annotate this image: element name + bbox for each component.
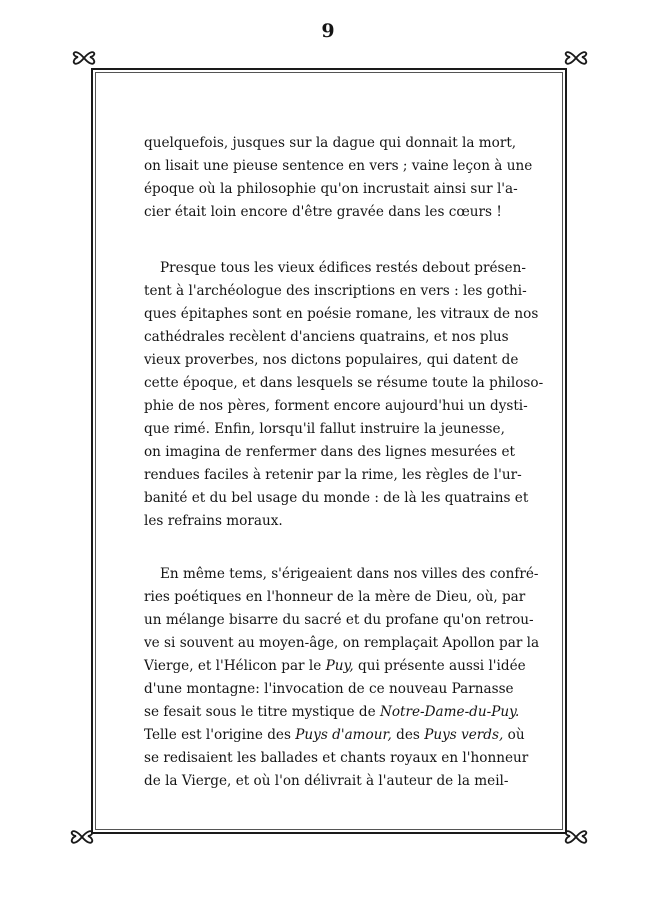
text-line: cathédrales recèlent d'anciens quatrains, et nos plus (144, 329, 509, 345)
text-line: on lisait une pieuse sentence en vers ; vaine leçon à une (144, 158, 533, 174)
text-line: tent à l'archéologue des inscriptions en vers : les gothi- (144, 283, 527, 299)
text-run: qui présente aussi l'idée (353, 658, 526, 674)
page-number: 9 (321, 20, 335, 42)
fleuron-icon (562, 823, 590, 851)
body-text (144, 132, 544, 793)
text-line: les refrains moraux. (144, 513, 283, 529)
text-line: banité et du bel usage du monde : de là les quatrains et (144, 490, 529, 506)
text-line: quelquefois, jusques sur la dague qui donnait la mort, (144, 135, 517, 151)
text-line: vieux proverbes, nos dictons populaires, qui datent de (144, 352, 519, 368)
fleuron-icon (70, 44, 98, 72)
text-line: on imagina de renfermer dans des lignes mesurées et (144, 444, 515, 460)
text-run: Telle est l'origine des (144, 727, 296, 743)
text-line: En même tems, s'érigeaient dans nos villes des confré- (160, 566, 539, 582)
paragraph (144, 563, 540, 793)
text-line (144, 701, 520, 724)
text-line: rendues faciles à retenir par la rime, les règles de l'ur- (144, 467, 522, 483)
italic-term: Notre-Dame-du-Puy. (379, 704, 520, 720)
text-line: Presque tous les vieux édifices restés debout présen- (160, 260, 526, 276)
paragraph-gap (144, 533, 494, 563)
text-run: se fesait sous le titre mystique de (144, 704, 380, 720)
text-line: époque où la philosophie qu'on incrustait ainsi sur l'a- (144, 181, 518, 197)
text-line: ques épitaphes sont en poésie romane, les vitraux de nos (144, 306, 539, 322)
paragraph-gap (144, 224, 494, 257)
text-line: phie de nos pères, forment encore aujourd'hui un dysti- (144, 398, 528, 414)
text-line: un mélange bisarre du sacré et du profane qu'on retrou- (144, 612, 534, 628)
italic-term: Puys verds, (424, 727, 504, 743)
text-line: d'une montagne: l'invocation de ce nouveau Parnasse (144, 681, 514, 697)
italic-term: Puys d'amour, (295, 727, 392, 743)
text-line: se redisaient les ballades et chants royaux en l'honneur (144, 750, 529, 766)
paragraph (144, 132, 533, 224)
text-line: cette époque, et dans lesquels se résume toute la philoso- (144, 375, 544, 391)
italic-term: Puy, (325, 658, 354, 674)
text-line (144, 655, 526, 678)
text-line: que rimé. Enfin, lorsqu'il fallut instruire la jeunesse, (144, 421, 505, 437)
text-line: de la Vierge, et où l'on délivrait à l'auteur de la meil- (144, 773, 509, 789)
fleuron-icon (562, 44, 590, 72)
text-line: cier était loin encore d'être gravée dans les cœurs ! (144, 204, 502, 220)
text-line (144, 724, 525, 747)
fleuron-icon (68, 823, 96, 851)
text-run: où (503, 727, 525, 743)
paragraph (144, 257, 544, 533)
text-run: des (391, 727, 425, 743)
text-line: ries poétiques en l'honneur de la mère de Dieu, où, par (144, 589, 526, 605)
text-run: Vierge, et l'Hélicon par le (144, 658, 326, 674)
text-line: ve si souvent au moyen-âge, on remplaçait Apollon par la (144, 635, 540, 651)
